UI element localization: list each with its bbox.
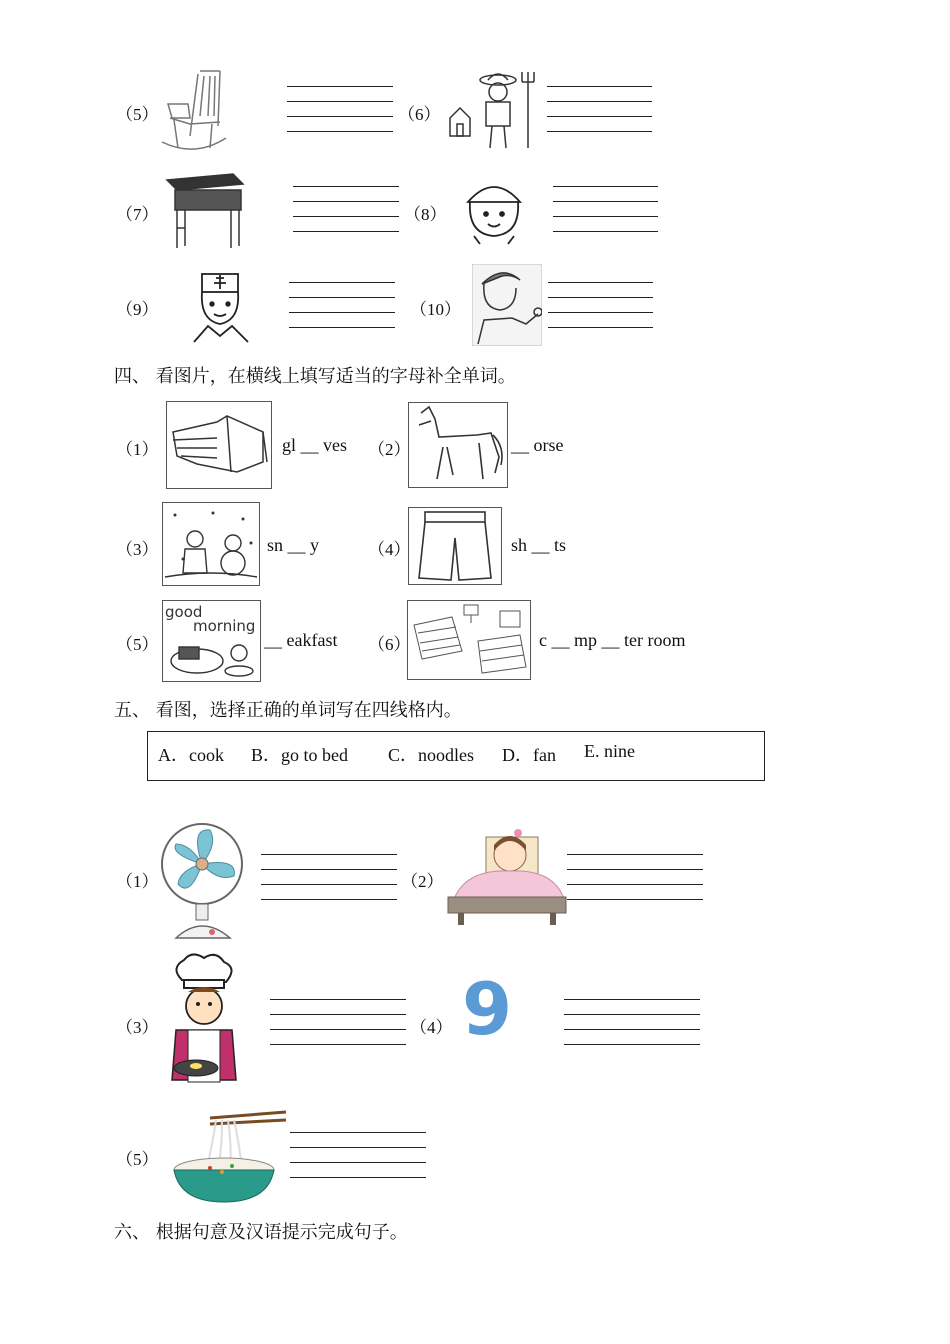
nurse-picture (460, 176, 528, 246)
item-label: （5） (116, 635, 159, 654)
boy-picture (472, 264, 542, 346)
item-label: （1） (116, 872, 159, 891)
choice-d: D．fan (502, 745, 556, 765)
fan-picture (160, 814, 246, 940)
item-label: （10） (410, 300, 461, 319)
writing-lines[interactable] (553, 186, 658, 232)
item-label: （1） (116, 440, 159, 459)
girl-in-bed-picture (446, 823, 568, 927)
item-label: （8） (404, 205, 447, 224)
writing-lines[interactable] (289, 282, 395, 328)
desk-picture (163, 166, 247, 252)
choice-e: E. nine (584, 741, 635, 761)
item-label: （5） (116, 105, 159, 124)
item-label: （6） (368, 635, 411, 654)
picture-text-good: good (165, 603, 203, 621)
word-puzzle: c __ mp __ ter room (539, 630, 686, 650)
computer-room-picture (407, 600, 531, 680)
section-heading: 四、 看图片，在横线上填写适当的字母补全单词。 (114, 366, 516, 387)
writing-lines[interactable] (547, 86, 652, 132)
choice-c: C．noodles (388, 745, 475, 765)
rocking-chair-picture (160, 66, 228, 154)
word-puzzle: sn __ y (267, 535, 320, 555)
word-puzzle: __ orse (511, 435, 564, 455)
item-label: （6） (398, 105, 441, 124)
cook-picture (166, 950, 242, 1096)
doctor-picture (190, 270, 256, 344)
section-heading: 六、 根据句意及汉语提示完成句子。 (114, 1222, 408, 1243)
item-label: （3） (116, 1018, 159, 1037)
picture-text-morning: morning (193, 617, 256, 635)
word-puzzle: gl __ ves (282, 435, 347, 455)
writing-lines[interactable] (567, 854, 703, 900)
breakfast-picture (162, 600, 261, 682)
item-label: （3） (116, 540, 159, 559)
horse-picture (408, 402, 508, 488)
snowy-picture (162, 502, 260, 586)
item-label: （9） (116, 300, 159, 319)
writing-lines[interactable] (564, 999, 700, 1045)
shorts-picture (408, 507, 502, 585)
item-label: （5） (116, 1150, 159, 1169)
farmer-picture (448, 68, 540, 152)
choice-b: B．go to bed (251, 745, 348, 765)
item-label: （2） (401, 872, 444, 891)
gloves-picture (166, 401, 272, 489)
item-label: （4） (368, 540, 411, 559)
word-bank (147, 731, 765, 781)
choice-a: A．cook (158, 745, 224, 765)
section-heading: 五、 看图，选择正确的单词写在四线格内。 (114, 700, 462, 721)
noodles-picture (166, 1108, 288, 1204)
word-puzzle: __ eakfast (264, 630, 338, 650)
writing-lines[interactable] (548, 282, 653, 328)
writing-lines[interactable] (261, 854, 397, 900)
writing-lines[interactable] (293, 186, 399, 232)
item-label: （7） (116, 205, 159, 224)
item-label: （4） (410, 1018, 453, 1037)
number-nine-picture: 9 (462, 967, 513, 1051)
word-puzzle: sh __ ts (511, 535, 567, 555)
writing-lines[interactable] (290, 1132, 426, 1178)
writing-lines[interactable] (287, 86, 393, 132)
writing-lines[interactable] (270, 999, 406, 1045)
item-label: （2） (368, 440, 411, 459)
